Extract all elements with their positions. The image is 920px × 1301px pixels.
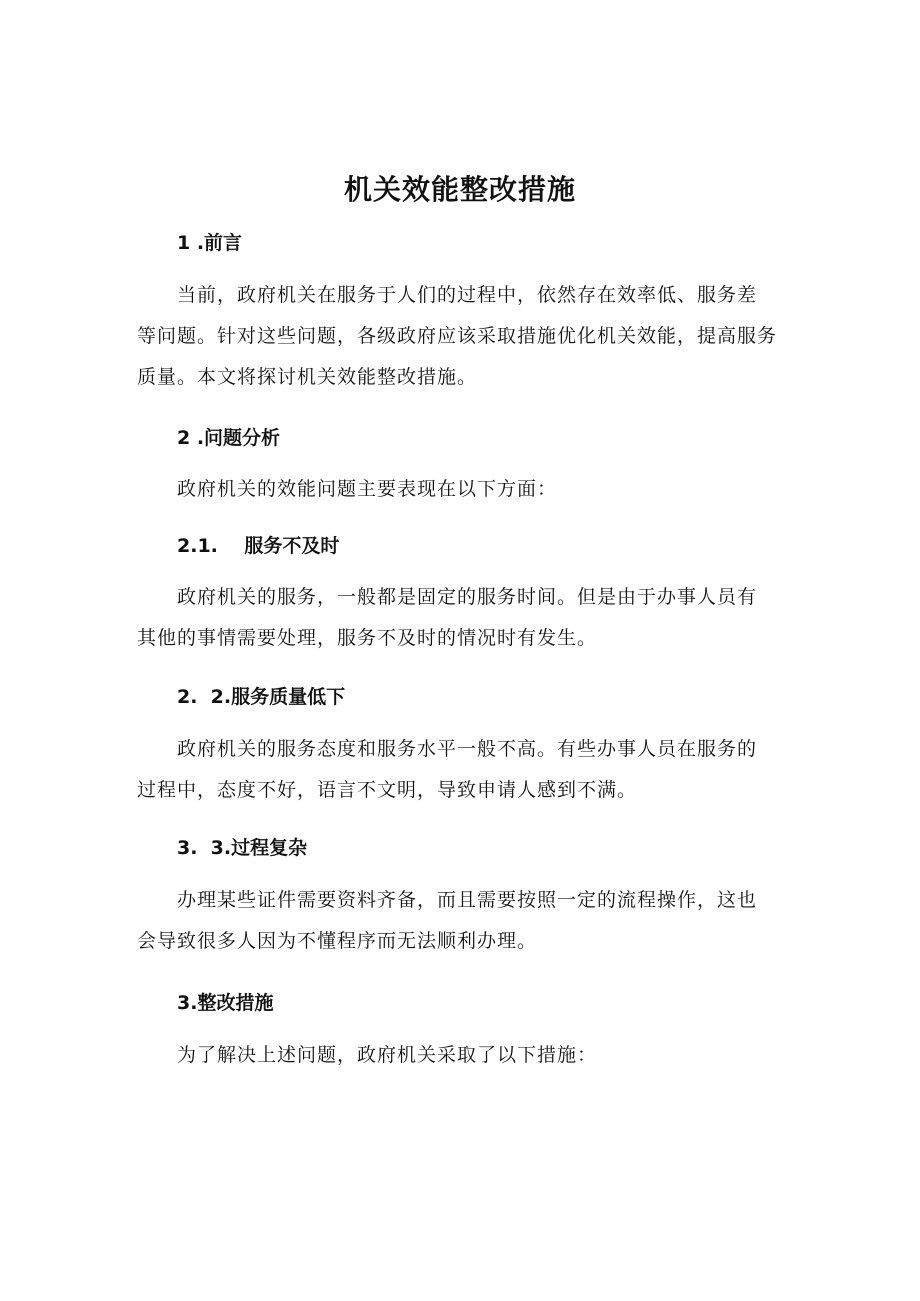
paragraph-line: 质量。本文将探讨机关效能整改措施。 [137,366,478,388]
paragraph-line: 办理某些证件需要资料齐备，而且需要按照一定的流程操作，这也 [177,889,758,911]
paragraph-line: 等问题。针对这些问题，各级政府应该采取措施优化机关效能，提高服务 [137,325,778,347]
section-heading-rectification-measures: 3.整改措施 [177,992,274,1014]
paragraph-line: 会导致很多人因为不懂程序而无法顺利办理。 [137,930,538,952]
paragraph-line: 政府机关的服务，一般都是固定的服务时间。但是由于办事人员有 [177,586,758,608]
paragraph-line: 为了解决上述问题，政府机关采取了以下措施： [177,1044,598,1066]
subsection-heading-low-quality: 2. 2.服务质量低下 [177,686,346,708]
section-heading-preface: 1 .前言 [177,232,243,254]
paragraph-line: 当前，政府机关在服务于人们的过程中，依然存在效率低、服务差 [177,284,758,306]
paragraph-line: 过程中，态度不好，语言不文明，导致申请人感到不满。 [137,779,638,801]
section-heading-problem-analysis: 2 .问题分析 [177,427,281,449]
paragraph-line: 其他的事情需要处理，服务不及时的情况时有发生。 [137,627,598,649]
paragraph-line: 政府机关的服务态度和服务水平一般不高。有些办事人员在服务的 [177,738,758,760]
paragraph-line: 政府机关的效能问题主要表现在以下方面： [177,478,558,500]
page-title: 机关效能整改措施 [343,173,576,206]
subsection-heading-complex-process: 3. 3.过程复杂 [177,837,308,859]
subsection-heading-untimely-service: 2.1. 服务不及时 [177,535,340,557]
